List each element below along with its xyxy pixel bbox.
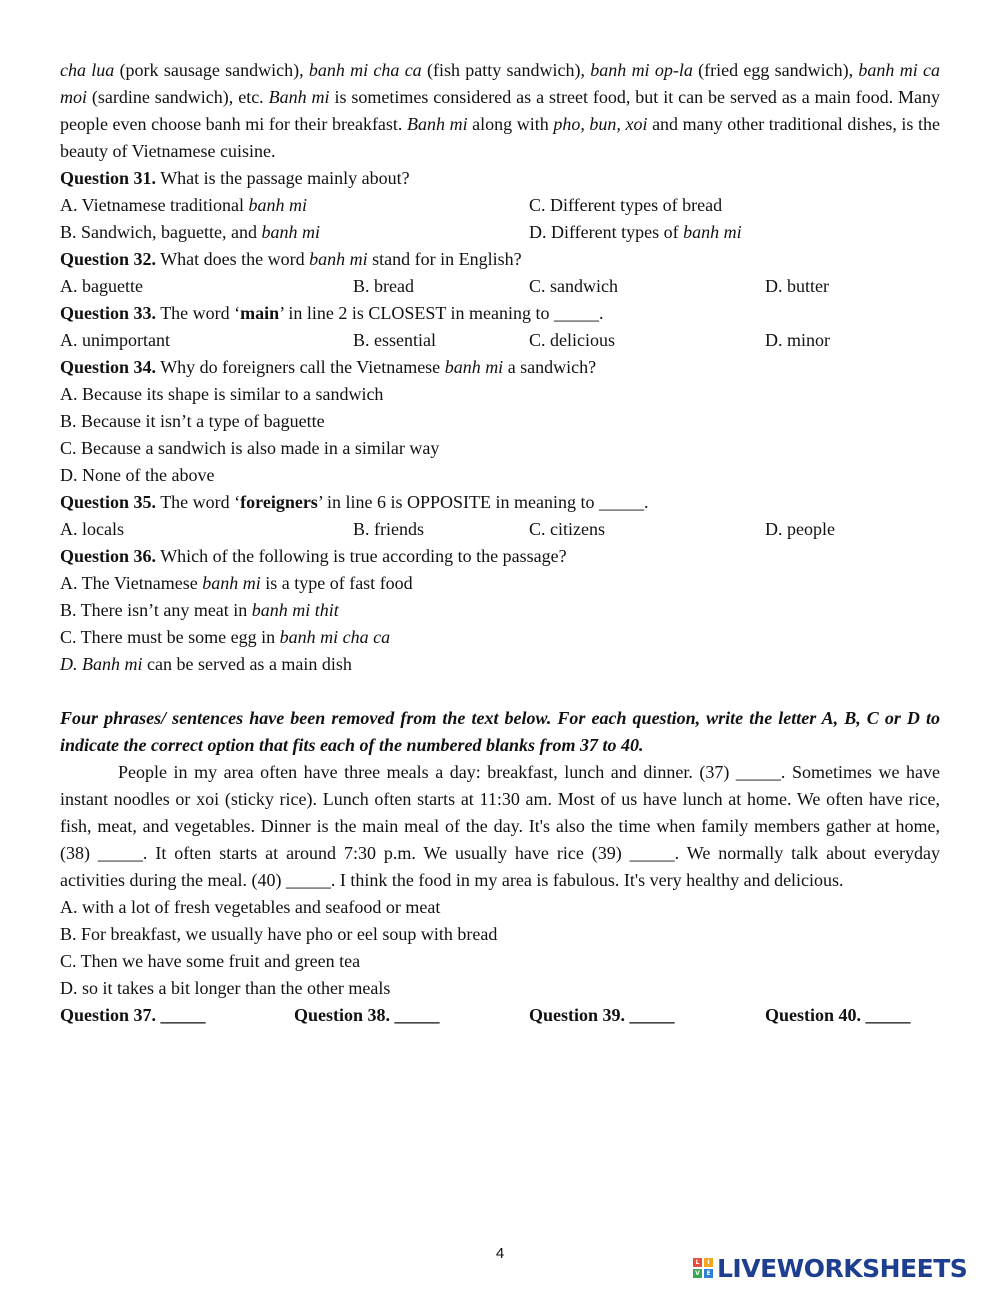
option-b[interactable]: B. Sandwich, baguette, and banh mi xyxy=(60,222,320,242)
passage-text: (sardine sandwich), etc. xyxy=(87,87,269,107)
option-a[interactable]: A. The Vietnamese banh mi is a type of fast food xyxy=(60,573,413,593)
answer-blank-38[interactable]: Question 38. _____ xyxy=(294,1005,440,1025)
option-c: C. Then we have some fruit and green tea xyxy=(60,951,361,971)
option-a: A. with a lot of fresh vegetables and seafood or meat xyxy=(60,897,441,917)
passage-text: and many other traditional dishes, is the beauty of Vietnamese cuisine. xyxy=(60,114,940,161)
question-label: Question 34. xyxy=(60,357,157,377)
logo-text: LIVEWORKSHEETS xyxy=(717,1253,968,1283)
option-b[interactable]: B. There isn’t any meat in banh mi thit xyxy=(60,600,339,620)
worksheet-page xyxy=(60,57,940,1029)
option-c[interactable]: C. There must be some egg in banh mi cha ca xyxy=(60,627,391,647)
question-32-options xyxy=(60,273,940,300)
option-b[interactable]: B. friends xyxy=(353,519,424,539)
option-a[interactable]: A. baguette xyxy=(60,276,143,296)
passage-text: (fried egg sandwich), xyxy=(692,60,859,80)
option-b[interactable]: B. Because it isn’t a type of baguette xyxy=(60,411,325,431)
italic-term: banh mi op-la xyxy=(590,60,693,80)
section-passage: People in my area often have three meals a day: breakfast, lunch and dinner. (37) _____. Sometimes we have instant noodles or xoi (sticky rice). Lunch often starts at 11:30 am. Most of us have lunch at home. We often have rice, fish, meat, and vegetables. Dinner is the main meal of the day. It's also the time when family members gather at home, (38) _____. It often starts at around 7:30 p.m. We usually have rice (39) _____. We normally talk about everyday activities during the meal. (40) _____. I think the food in my area is fabulous. It's very healthy and delicious. xyxy=(60,762,940,890)
liveworksheets-logo xyxy=(693,1254,967,1282)
option-c[interactable]: C. Different types of bread xyxy=(529,195,723,215)
page-number: 4 xyxy=(495,1245,505,1262)
question-label: Question 36. xyxy=(60,546,157,566)
question-label: Question 35. xyxy=(60,492,157,512)
option-d[interactable]: D. butter xyxy=(765,276,829,296)
option-c[interactable]: C. delicious xyxy=(529,330,615,350)
option-c[interactable]: C. Because a sandwich is also made in a similar way xyxy=(60,438,440,458)
option-b: B. For breakfast, we usually have pho or eel soup with bread xyxy=(60,924,498,944)
question-31-stem xyxy=(60,165,940,192)
option-d[interactable]: D. Banh mi can be served as a main dish xyxy=(60,654,352,674)
passage-text: (pork sausage sandwich), xyxy=(114,60,309,80)
option-d[interactable]: D. people xyxy=(765,519,835,539)
answer-blank-37[interactable]: Question 37. _____ xyxy=(60,1005,206,1025)
option-d[interactable]: D. Different types of banh mi xyxy=(529,222,742,242)
question-text: What is the passage mainly about? xyxy=(156,168,410,188)
option-d[interactable]: D. minor xyxy=(765,330,830,350)
question-31-options-row-1 xyxy=(60,192,940,219)
logo-grid-icon: L I V E xyxy=(693,1258,713,1278)
section-instruction: Four phrases/ sentences have been removed from the text below. For each question, write the letter A, B, C or D to indicate the correct option that fits each of the numbered blanks from 37 to 40. xyxy=(60,708,940,755)
question-32-stem: Question 32. What does the word banh mi stand for in English? xyxy=(60,249,522,269)
answer-blank-39[interactable]: Question 39. _____ xyxy=(529,1005,675,1025)
option-a[interactable]: A. unimportant xyxy=(60,330,170,350)
italic-term: Banh mi xyxy=(407,114,468,134)
option-b[interactable]: B. bread xyxy=(353,276,414,296)
option-b[interactable]: B. essential xyxy=(353,330,436,350)
question-34-stem: Question 34. Why do foreigners call the Vietnamese banh mi a sandwich? xyxy=(60,357,597,377)
option-a[interactable]: A. Because its shape is similar to a sandwich xyxy=(60,384,384,404)
answer-blanks xyxy=(60,1002,940,1029)
question-label: Question 33. xyxy=(60,303,157,323)
italic-term: Banh mi xyxy=(268,87,330,107)
italic-term: cha lua xyxy=(60,60,115,80)
italic-term: pho, bun, xoi xyxy=(553,114,648,134)
question-31-options-row-2 xyxy=(60,219,940,246)
passage-ending xyxy=(60,57,940,165)
question-35-stem: Question 35. The word ‘foreigners’ in line 6 is OPPOSITE in meaning to _____. xyxy=(60,492,649,512)
italic-term: banh mi cha ca xyxy=(308,60,422,80)
answer-blank-40[interactable]: Question 40. _____ xyxy=(765,1005,911,1025)
question-35-options xyxy=(60,516,940,543)
option-c[interactable]: C. sandwich xyxy=(529,276,618,296)
option-c[interactable]: C. citizens xyxy=(529,519,605,539)
passage-text: (fish patty sandwich), xyxy=(421,60,591,80)
italic-term: banh mi ca moi xyxy=(60,60,940,107)
option-a[interactable]: A. locals xyxy=(60,519,124,539)
question-label: Question 32. xyxy=(60,249,157,269)
question-33-stem: Question 33. The word ‘main’ in line 2 is CLOSEST in meaning to _____. xyxy=(60,303,604,323)
question-label: Question 31. xyxy=(60,168,157,188)
passage-text: is sometimes considered as a street food, but it can be served as a main food. Many people even choose banh mi for their breakfast. xyxy=(60,87,940,134)
option-a[interactable]: A. Vietnamese traditional banh mi xyxy=(60,195,308,215)
option-d[interactable]: D. None of the above xyxy=(60,465,215,485)
passage-text: along with xyxy=(467,114,554,134)
question-33-options xyxy=(60,327,940,354)
question-36-stem: Question 36. Which of the following is true according to the passage? xyxy=(60,546,567,566)
option-d: D. so it takes a bit longer than the other meals xyxy=(60,978,391,998)
